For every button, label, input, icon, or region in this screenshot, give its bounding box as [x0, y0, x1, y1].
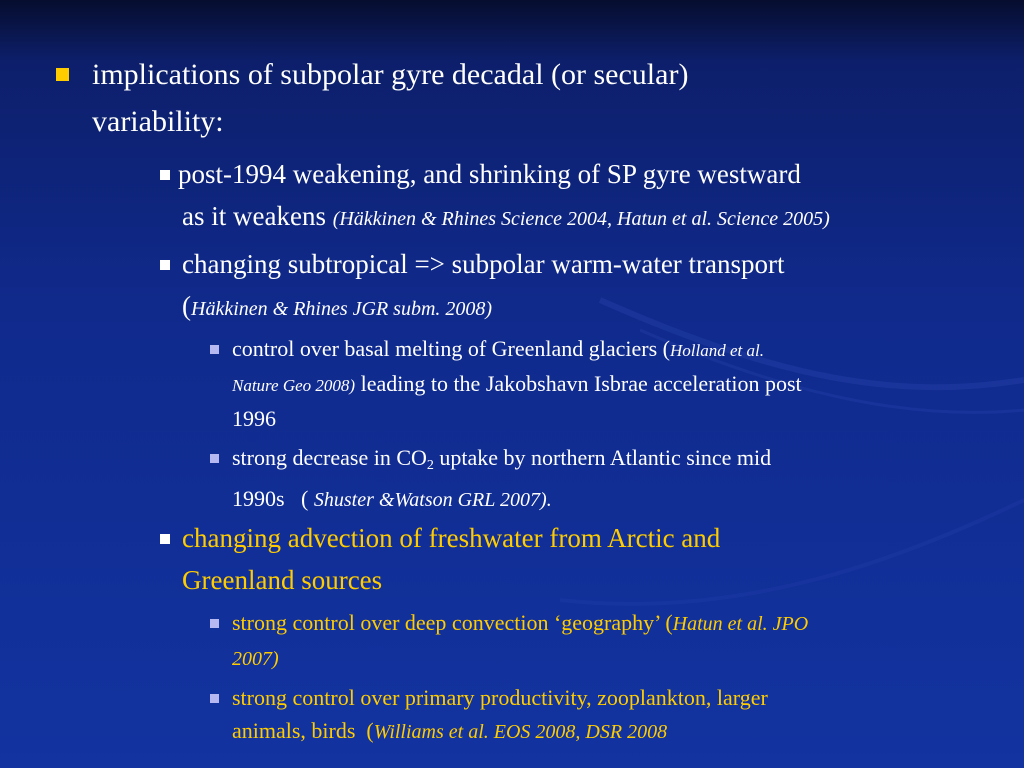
- bullet-subtropical-transport: [182, 243, 982, 330]
- bullet-primary-productivity: [232, 681, 972, 749]
- bullet-text: changing subtropical => subpolar warm-water transport: [182, 249, 785, 279]
- square-bullet-icon: [210, 345, 219, 354]
- bullet-text: control over basal melting of Greenland glaciers (: [232, 336, 671, 361]
- square-bullet-icon: [56, 68, 69, 81]
- citation-cont: 2007): [232, 648, 279, 670]
- bullet-text: strong control over deep convection ‘geography’ (: [232, 610, 673, 635]
- bullet-text-cont: 1990s (: [232, 486, 314, 511]
- square-bullet-icon: [210, 619, 219, 628]
- square-bullet-icon: [210, 694, 219, 703]
- bullet-post-1994: [178, 153, 978, 240]
- subscript: 2: [426, 458, 434, 473]
- bullet-basal-melting: [232, 332, 962, 435]
- bullet-deep-convection: [232, 606, 972, 676]
- bullet-text-cont: as it weakens: [182, 201, 333, 231]
- bullet-text-cont: variability:: [92, 105, 224, 138]
- square-bullet-icon: [210, 454, 219, 463]
- citation: (Häkkinen & Rhines Science 2004, Hatun et al. Science 2005): [332, 208, 830, 230]
- bullet-text: changing advection of freshwater from Arctic and: [182, 523, 721, 553]
- citation: Häkkinen & Rhines JGR subm. 2008): [191, 298, 493, 320]
- bullet-text: implications of subpolar gyre decadal (or secular): [92, 58, 689, 91]
- bullet-co2-uptake: [232, 441, 962, 517]
- citation: Shuster &Watson GRL 2007).: [313, 489, 552, 511]
- citation: Williams et al. EOS 2008, DSR 2008: [373, 721, 668, 743]
- square-bullet-icon: [160, 170, 170, 180]
- bullet-text-cont: (: [182, 291, 191, 321]
- bullet-text: strong decrease in CO: [232, 445, 427, 470]
- bullet-freshwater-advection: [182, 517, 982, 601]
- bullet-text: post-1994 weakening, and shrinking of SP gyre westward: [178, 159, 801, 189]
- bullet-text-cont: leading to the Jakobshavn Isbrae acceleration post: [355, 371, 802, 396]
- square-bullet-icon: [160, 534, 170, 544]
- citation: Holland et al.: [670, 341, 764, 360]
- citation: Hatun et al. JPO: [672, 613, 809, 635]
- bullet-text-cont2: 1996: [232, 406, 276, 431]
- bullet-text-cont: animals, birds (: [232, 718, 374, 743]
- bullet-text: strong control over primary productivity, zooplankton, larger: [232, 685, 768, 710]
- bullet-implications: [92, 51, 972, 145]
- bullet-text-b: uptake by northern Atlantic since mid: [433, 445, 772, 470]
- citation-cont: Nature Geo 2008): [232, 376, 356, 395]
- bullet-text-cont: Greenland sources: [182, 565, 383, 595]
- square-bullet-icon: [160, 260, 170, 270]
